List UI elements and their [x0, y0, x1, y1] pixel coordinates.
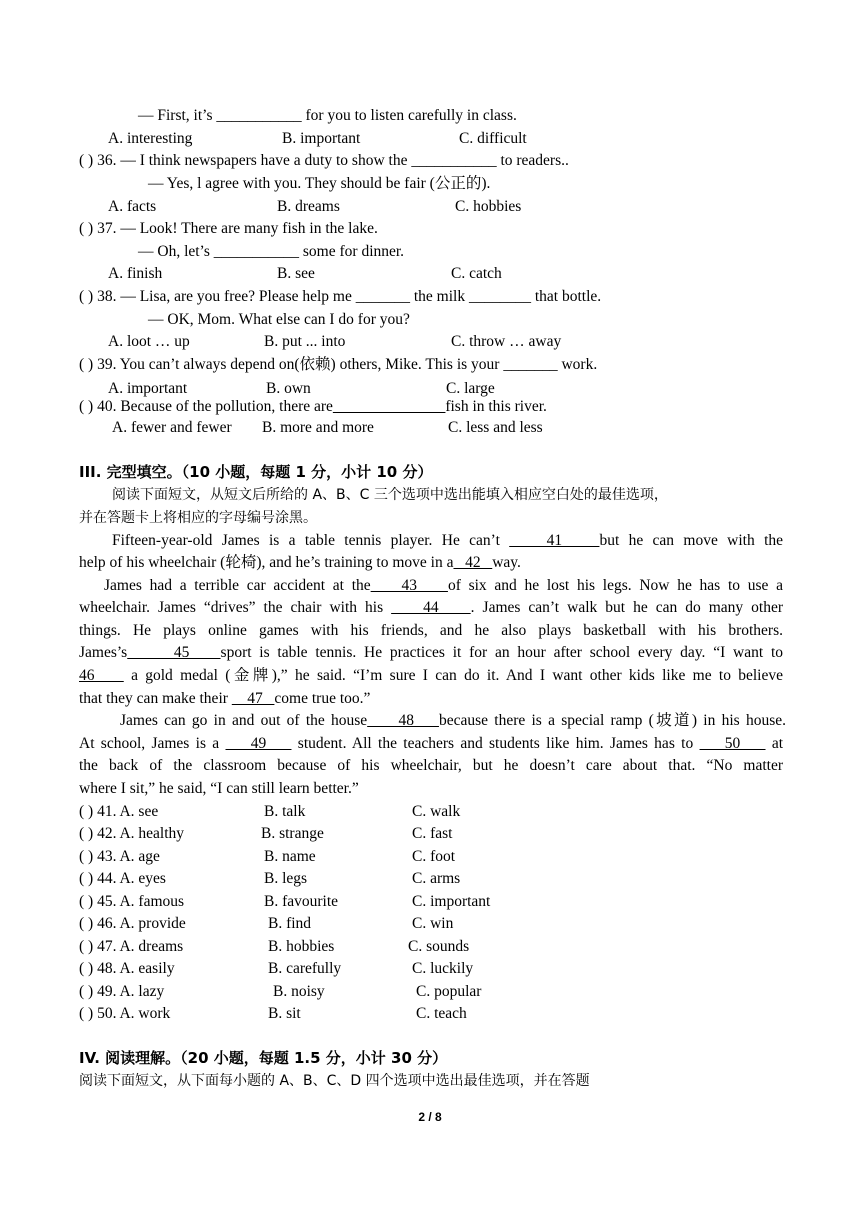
cloze-44-a: ( ) 44. A. eyes [79, 870, 166, 887]
q39-option-b: B. own [266, 380, 311, 397]
cloze-49-a: ( ) 49. A. lazy [79, 983, 165, 1000]
blank-50: 50 [699, 735, 766, 752]
q36-option-a: A. facts [108, 198, 157, 215]
cloze-48-a: ( ) 48. A. easily [79, 960, 175, 977]
page-number: 2 / 8 [418, 1110, 442, 1124]
q37-option-b: B. see [277, 265, 315, 282]
cloze-49-c: C. popular [416, 983, 482, 1000]
q39-line: ( ) 39. You can’t always depend on(依赖) others, Mike. This is your _______ work. [79, 356, 598, 373]
q37-option-c: C. catch [451, 265, 502, 282]
q37-option-a: A. finish [108, 265, 163, 282]
blank-44: 44 [391, 599, 471, 616]
cloze-46-b: B. find [268, 915, 312, 932]
blank-43: 43 [370, 577, 448, 594]
passage-line-4: wheelchair. James “drives” the chair with his 44 . James can’t walk but he can do many other [79, 599, 784, 616]
cloze-45-a: ( ) 45. A. famous [79, 893, 185, 910]
q38-reply: — OK, Mom. What else can I do for you? [148, 311, 410, 328]
section-4-instruction: 阅读下面短文，从下面每小题的 A、B、C、D 四个选项中选出最佳选项，并在答题 [79, 1073, 590, 1089]
q36-option-c: C. hobbies [455, 198, 522, 215]
cloze-43-b: B. name [264, 848, 316, 865]
cloze-42-b: B. strange [261, 825, 324, 842]
cloze-45-c: C. important [412, 893, 491, 910]
cloze-50-a: ( ) 50. A. work [79, 1005, 171, 1022]
blank-45: 45 [127, 644, 221, 661]
q38-line: ( ) 38. — Lisa, are you free? Please help me _______ the milk ________ that bottle. [79, 288, 602, 305]
passage-line-2: help of his wheelchair (轮椅), and he’s training to move in a 42 way. [79, 554, 521, 571]
passage-line-7: 46 a gold medal (金牌),” he said. “I’m sure I can do it. And I want other kids like me to believe [79, 667, 784, 684]
q38-option-c: C. throw … away [451, 333, 562, 350]
q35-option-c: C. difficult [459, 130, 527, 147]
cloze-47-b: B. hobbies [268, 938, 335, 955]
q40-option-a: A. fewer and fewer [112, 419, 232, 436]
blank-41: 41 [509, 532, 600, 549]
blank-48: 48 [367, 712, 439, 729]
section-3-instruction-line-2: 并在答题卡上将相应的字母编号涂黑。 [79, 510, 317, 526]
passage-line-11: the back of the classroom because of his wheelchair, but he doesn’t care about that. “No matter [79, 757, 783, 774]
q36-line: ( ) 36. — I think newspapers have a duty to show the ___________ to readers.. [79, 152, 569, 169]
cloze-49-b: B. noisy [273, 983, 325, 1000]
passage-line-3: James had a terrible car accident at the 43 of six and he lost his legs. Now he has to use a [104, 577, 783, 594]
blank-49: 49 [225, 735, 292, 752]
cloze-50-c: C. teach [416, 1005, 467, 1022]
passage-line-1: Fifteen-year-old James is a table tennis player. He can’t 41 but he can move with the [112, 532, 784, 549]
cloze-46-a: ( ) 46. A. provide [79, 915, 186, 932]
q40-text-pre: ( ) 40. Because of the pollution, there are [79, 398, 333, 415]
cloze-44-c: C. arms [412, 870, 461, 887]
q35-line: — First, it’s ___________ for you to listen carefully in class. [138, 107, 517, 124]
cloze-50-b: B. sit [268, 1005, 301, 1022]
q37-line: ( ) 37. — Look! There are many fish in the lake. [79, 220, 378, 237]
cloze-45-b: B. favourite [264, 893, 339, 910]
section-4-title: IV. 阅读理解。（20 小题，每题 1.5 分，小计 30 分） [79, 1049, 448, 1067]
cloze-42-a: ( ) 42. A. healthy [79, 825, 185, 842]
q40-option-c: C. less and less [448, 419, 543, 436]
q40-option-b: B. more and more [262, 419, 374, 436]
q38-option-b: B. put ... into [264, 333, 346, 350]
q36-option-b: B. dreams [277, 198, 340, 215]
cloze-48-b: B. carefully [268, 960, 342, 977]
q38-option-a: A. loot … up [108, 333, 190, 350]
passage-line-10: At school, James is a 49 student. All the teachers and students like him. James has to 50 at [79, 735, 784, 752]
cloze-48-c: C. luckily [412, 960, 474, 977]
passage-line-5: things. He plays online games with his friends, and he also plays basketball with his brothers. [79, 622, 783, 639]
passage-line-9: James can go in and out of the house 48 because there is a special ramp (坡道) in his house. [120, 712, 786, 729]
blank-47: 47 [231, 690, 275, 707]
cloze-43-c: C. foot [412, 848, 456, 865]
cloze-47-a: ( ) 47. A. dreams [79, 938, 184, 955]
q37-reply: — Oh, let’s ___________ some for dinner. [138, 243, 405, 260]
cloze-42-c: C. fast [412, 825, 453, 842]
cloze-41-c: C. walk [412, 803, 461, 820]
cloze-43-a: ( ) 43. A. age [79, 848, 160, 865]
section-3-title: III. 完型填空。（10 小题，每题 1 分，小计 10 分） [79, 463, 433, 481]
q40-blank: ________ ______ [332, 398, 446, 415]
cloze-44-b: B. legs [264, 870, 308, 887]
section-3-instruction-line-1: 阅读下面短文，从短文后所给的 A、B、C 三个选项中选出能填入相应空白处的最佳选项， [112, 487, 668, 503]
passage-line-8: that they can make their 47 come true too.” [79, 690, 371, 707]
cloze-41-b: B. talk [264, 803, 306, 820]
passage-line-6: James’s 45 sport is table tennis. He practices it for an hour after school every day. “I want to [79, 644, 784, 661]
q35-option-b: B. important [282, 130, 361, 147]
cloze-47-c: C. sounds [408, 938, 470, 955]
blank-42: 42 [453, 554, 493, 571]
q40-text-post: fish in this river. [445, 398, 547, 415]
q35-option-a: A. interesting [108, 130, 193, 147]
blank-46: 46 [79, 667, 124, 684]
q39-option-a: A. important [108, 380, 188, 397]
cloze-41-a: ( ) 41. A. see [79, 803, 159, 820]
q39-option-c: C. large [446, 380, 495, 397]
q40-line [79, 397, 547, 417]
cloze-46-c: C. win [412, 915, 454, 932]
q36-reply: — Yes, l agree with you. They should be fair (公正的). [148, 175, 491, 192]
passage-line-12: where I sit,” he said, “I can still learn better.” [79, 780, 359, 797]
